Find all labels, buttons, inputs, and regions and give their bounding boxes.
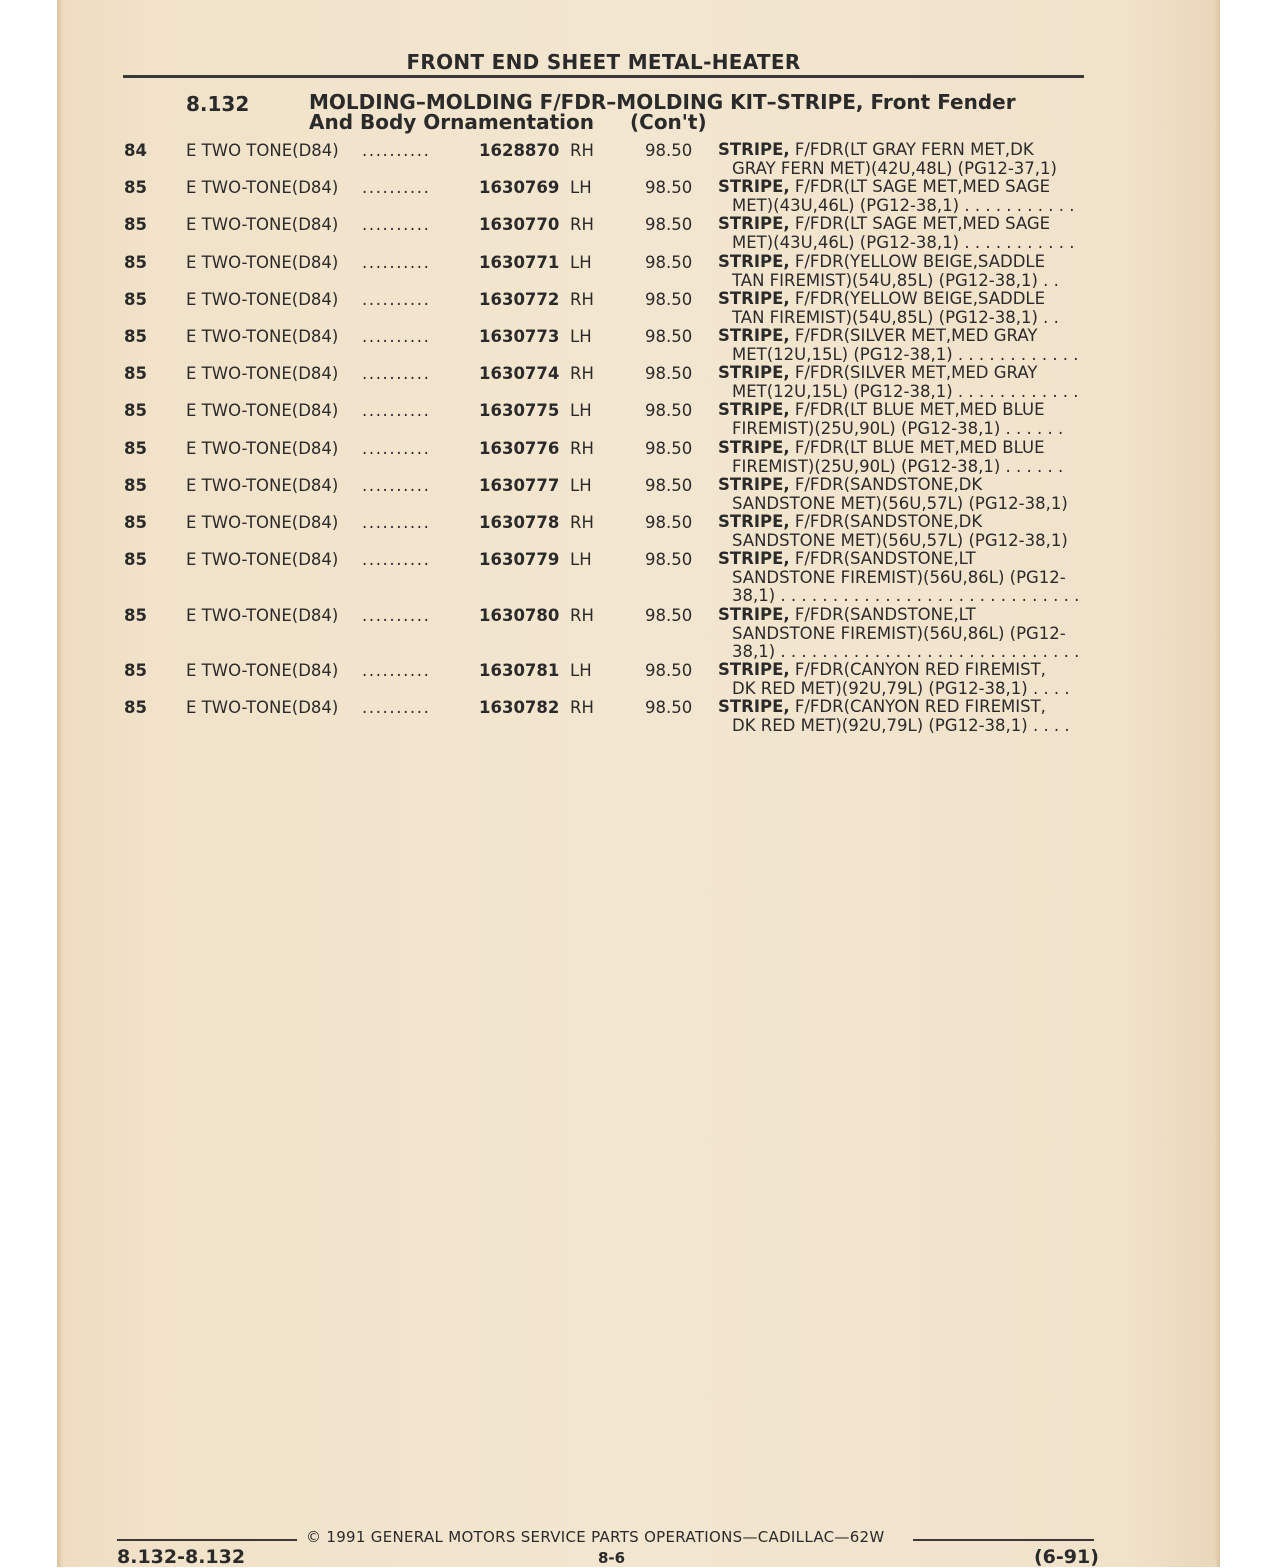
description-text: F/FDR(SANDSTONE,DK bbox=[789, 512, 983, 531]
footer-date: (6-91) bbox=[1034, 1546, 1099, 1568]
description-keyword: STRIPE, bbox=[718, 363, 790, 382]
footer-rule-right bbox=[913, 1539, 1094, 1541]
dot-leader: .......... bbox=[362, 215, 431, 234]
description-text: F/FDR(YELLOW BEIGE,SADDLE bbox=[789, 289, 1046, 308]
description-keyword: STRIPE, bbox=[718, 438, 790, 457]
part-number: 1630770 bbox=[479, 215, 560, 234]
part-number: 1630773 bbox=[479, 327, 560, 346]
usage-code: E TWO-TONE(D84) bbox=[186, 550, 339, 569]
price: 98.50 bbox=[645, 698, 693, 717]
dot-leader: .......... bbox=[362, 606, 431, 625]
description-text: F/FDR(YELLOW BEIGE,SADDLE bbox=[789, 252, 1046, 271]
part-number: 1630769 bbox=[479, 178, 560, 197]
description-continuation: 38,1) . . . . . . . . . . . . . . . . . . . . . . . . . . . . . bbox=[732, 642, 1080, 661]
side: RH bbox=[570, 698, 594, 717]
description-text: F/FDR(SANDSTONE,DK bbox=[789, 475, 983, 494]
dot-leader: .......... bbox=[362, 253, 431, 272]
description bbox=[718, 476, 1088, 513]
description-text: F/FDR(CANYON RED FIREMIST, bbox=[789, 660, 1046, 679]
description-line1 bbox=[718, 214, 1050, 233]
illustration-number: 85 bbox=[124, 476, 147, 495]
section-title bbox=[309, 92, 1016, 132]
description-line1 bbox=[718, 660, 1046, 679]
description-text: F/FDR(SANDSTONE,LT bbox=[789, 549, 976, 568]
part-number: 1630780 bbox=[479, 606, 560, 625]
page-edge-right bbox=[1214, 0, 1220, 1567]
description-continuation: SANDSTONE FIREMIST)(56U,86L) (PG12- bbox=[732, 567, 1066, 587]
footer-section-range: 8.132-8.132 bbox=[117, 1546, 246, 1568]
description bbox=[718, 364, 1088, 401]
part-number: 1630772 bbox=[479, 290, 560, 309]
usage-code: E TWO-TONE(D84) bbox=[186, 178, 339, 197]
description-text: F/FDR(SILVER MET,MED GRAY bbox=[789, 326, 1038, 345]
dot-leader: .......... bbox=[362, 401, 431, 420]
side: LH bbox=[570, 476, 592, 495]
description-text: F/FDR(LT BLUE MET,MED BLUE bbox=[789, 438, 1045, 457]
description-keyword: STRIPE, bbox=[718, 475, 790, 494]
description-text: F/FDR(CANYON RED FIREMIST, bbox=[789, 697, 1046, 716]
footer-rule-left bbox=[117, 1539, 297, 1541]
section-title-line2 bbox=[309, 112, 1016, 132]
illustration-number: 85 bbox=[124, 661, 147, 680]
usage-code: E TWO-TONE(D84) bbox=[186, 215, 339, 234]
section-title-line2-text: And Body Ornamentation bbox=[309, 110, 594, 134]
description-continuation: MET(12U,15L) (PG12-38,1) . . . . . . . . . . . . bbox=[732, 381, 1079, 401]
usage-code: E TWO-TONE(D84) bbox=[186, 290, 339, 309]
description-continuation: FIREMIST)(25U,90L) (PG12-38,1) . . . . . . bbox=[732, 418, 1064, 438]
description-keyword: STRIPE, bbox=[718, 214, 790, 233]
description bbox=[718, 215, 1088, 252]
side: RH bbox=[570, 606, 594, 625]
description-keyword: STRIPE, bbox=[718, 140, 790, 159]
side: LH bbox=[570, 253, 592, 272]
description-line1 bbox=[718, 140, 1034, 159]
description-keyword: STRIPE, bbox=[718, 660, 790, 679]
description-continuation: MET(12U,15L) (PG12-38,1) . . . . . . . . . . . . bbox=[732, 344, 1079, 364]
description-continuation: MET)(43U,46L) (PG12-38,1) . . . . . . . . . . . bbox=[732, 232, 1075, 252]
side: LH bbox=[570, 327, 592, 346]
dot-leader: .......... bbox=[362, 290, 431, 309]
illustration-number: 85 bbox=[124, 606, 147, 625]
description-line1 bbox=[718, 289, 1045, 308]
description bbox=[718, 253, 1088, 290]
section-title-line1: MOLDING–MOLDING F/FDR–MOLDING KIT–STRIPE, Front Fender bbox=[309, 90, 1016, 114]
illustration-number: 85 bbox=[124, 550, 147, 569]
dot-leader: .......... bbox=[362, 178, 431, 197]
price: 98.50 bbox=[645, 513, 693, 532]
illustration-number: 85 bbox=[124, 178, 147, 197]
footer-copyright: © 1991 GENERAL MOTORS SERVICE PARTS OPERATIONS—CADILLAC—62W bbox=[306, 1528, 885, 1546]
description-line1 bbox=[718, 512, 982, 531]
usage-code: E TWO-TONE(D84) bbox=[186, 513, 339, 532]
illustration-number: 85 bbox=[124, 439, 147, 458]
side: LH bbox=[570, 178, 592, 197]
part-number: 1630777 bbox=[479, 476, 560, 495]
description-continuation: TAN FIREMIST)(54U,85L) (PG12-38,1) . . bbox=[732, 307, 1059, 327]
part-number: 1630778 bbox=[479, 513, 560, 532]
usage-code: E TWO-TONE(D84) bbox=[186, 476, 339, 495]
description-line1 bbox=[718, 605, 976, 624]
price: 98.50 bbox=[645, 476, 693, 495]
description-line1 bbox=[718, 326, 1037, 345]
part-number: 1630774 bbox=[479, 364, 560, 383]
description bbox=[718, 661, 1088, 698]
section-number: 8.132 bbox=[186, 92, 250, 116]
dot-leader: .......... bbox=[362, 439, 431, 458]
dot-leader: .......... bbox=[362, 141, 431, 160]
section-continued: (Con't) bbox=[630, 110, 707, 134]
side: LH bbox=[570, 661, 592, 680]
usage-code: E TWO-TONE(D84) bbox=[186, 606, 339, 625]
description-text: F/FDR(LT SAGE MET,MED SAGE bbox=[789, 214, 1051, 233]
side: LH bbox=[570, 550, 592, 569]
illustration-number: 85 bbox=[124, 401, 147, 420]
description bbox=[718, 141, 1088, 178]
page-edge-left bbox=[57, 0, 63, 1567]
side: RH bbox=[570, 439, 594, 458]
description-text: F/FDR(LT SAGE MET,MED SAGE bbox=[789, 177, 1051, 196]
description-text: F/FDR(LT GRAY FERN MET,DK bbox=[789, 140, 1034, 159]
description-continuation: FIREMIST)(25U,90L) (PG12-38,1) . . . . . . bbox=[732, 456, 1064, 476]
illustration-number: 85 bbox=[124, 698, 147, 717]
dot-leader: .......... bbox=[362, 364, 431, 383]
price: 98.50 bbox=[645, 550, 693, 569]
side: RH bbox=[570, 513, 594, 532]
price: 98.50 bbox=[645, 327, 693, 346]
page-header: FRONT END SHEET METAL-HEATER bbox=[406, 50, 801, 74]
usage-code: E TWO-TONE(D84) bbox=[186, 698, 339, 717]
description-continuation: GRAY FERN MET)(42U,48L) (PG12-37,1) bbox=[732, 158, 1057, 178]
description-keyword: STRIPE, bbox=[718, 252, 790, 271]
description-keyword: STRIPE, bbox=[718, 512, 790, 531]
description bbox=[718, 290, 1088, 327]
description-line1 bbox=[718, 438, 1045, 457]
description-continuation: 38,1) . . . . . . . . . . . . . . . . . . . . . . . . . . . . . bbox=[732, 586, 1080, 605]
description-continuation: SANDSTONE FIREMIST)(56U,86L) (PG12- bbox=[732, 623, 1066, 643]
side: RH bbox=[570, 215, 594, 234]
usage-code: E TWO-TONE(D84) bbox=[186, 401, 339, 420]
description-line1 bbox=[718, 252, 1045, 271]
part-number: 1628870 bbox=[479, 141, 560, 160]
price: 98.50 bbox=[645, 178, 693, 197]
price: 98.50 bbox=[645, 439, 693, 458]
illustration-number: 85 bbox=[124, 290, 147, 309]
description bbox=[718, 550, 1088, 606]
description-keyword: STRIPE, bbox=[718, 326, 790, 345]
description bbox=[718, 698, 1088, 735]
description bbox=[718, 439, 1088, 476]
description-continuation: DK RED MET)(92U,79L) (PG12-38,1) . . . . bbox=[732, 715, 1070, 735]
price: 98.50 bbox=[645, 401, 693, 420]
price: 98.50 bbox=[645, 141, 693, 160]
illustration-number: 85 bbox=[124, 513, 147, 532]
side: RH bbox=[570, 290, 594, 309]
dot-leader: .......... bbox=[362, 698, 431, 717]
description-continuation: TAN FIREMIST)(54U,85L) (PG12-38,1) . . bbox=[732, 270, 1059, 290]
description-keyword: STRIPE, bbox=[718, 697, 790, 716]
dot-leader: .......... bbox=[362, 661, 431, 680]
illustration-number: 84 bbox=[124, 141, 147, 160]
description bbox=[718, 606, 1088, 662]
part-number: 1630782 bbox=[479, 698, 560, 717]
side: LH bbox=[570, 401, 592, 420]
usage-code: E TWO-TONE(D84) bbox=[186, 661, 339, 680]
description-keyword: STRIPE, bbox=[718, 605, 790, 624]
description-text: F/FDR(SILVER MET,MED GRAY bbox=[789, 363, 1038, 382]
usage-code: E TWO-TONE(D84) bbox=[186, 253, 339, 272]
part-number: 1630771 bbox=[479, 253, 560, 272]
description-line1 bbox=[718, 697, 1046, 716]
usage-code: E TWO-TONE(D84) bbox=[186, 327, 339, 346]
price: 98.50 bbox=[645, 606, 693, 625]
description-continuation: DK RED MET)(92U,79L) (PG12-38,1) . . . . bbox=[732, 678, 1070, 698]
price: 98.50 bbox=[645, 364, 693, 383]
description-continuation: MET)(43U,46L) (PG12-38,1) . . . . . . . . . . . bbox=[732, 195, 1075, 215]
description-line1 bbox=[718, 363, 1037, 382]
dot-leader: .......... bbox=[362, 476, 431, 495]
description bbox=[718, 327, 1088, 364]
part-number: 1630775 bbox=[479, 401, 560, 420]
price: 98.50 bbox=[645, 661, 693, 680]
usage-code: E TWO-TONE(D84) bbox=[186, 364, 339, 383]
description-keyword: STRIPE, bbox=[718, 289, 790, 308]
description-text: F/FDR(SANDSTONE,LT bbox=[789, 605, 976, 624]
price: 98.50 bbox=[645, 253, 693, 272]
usage-code: E TWO-TONE(D84) bbox=[186, 439, 339, 458]
description-line1 bbox=[718, 549, 976, 568]
illustration-number: 85 bbox=[124, 253, 147, 272]
description-line1 bbox=[718, 177, 1050, 196]
illustration-number: 85 bbox=[124, 364, 147, 383]
dot-leader: .......... bbox=[362, 550, 431, 569]
side: RH bbox=[570, 141, 594, 160]
part-number: 1630781 bbox=[479, 661, 560, 680]
description-text: F/FDR(LT BLUE MET,MED BLUE bbox=[789, 400, 1045, 419]
side: RH bbox=[570, 364, 594, 383]
description bbox=[718, 178, 1088, 215]
part-number: 1630779 bbox=[479, 550, 560, 569]
illustration-number: 85 bbox=[124, 327, 147, 346]
description-continuation: SANDSTONE MET)(56U,57L) (PG12-38,1) bbox=[732, 530, 1068, 550]
part-number: 1630776 bbox=[479, 439, 560, 458]
footer-page-number: 8-6 bbox=[598, 1549, 626, 1567]
header-rule bbox=[123, 75, 1084, 78]
illustration-number: 85 bbox=[124, 215, 147, 234]
price: 98.50 bbox=[645, 215, 693, 234]
description-keyword: STRIPE, bbox=[718, 400, 790, 419]
dot-leader: .......... bbox=[362, 513, 431, 532]
description-keyword: STRIPE, bbox=[718, 549, 790, 568]
description-keyword: STRIPE, bbox=[718, 177, 790, 196]
description bbox=[718, 513, 1088, 550]
description-line1 bbox=[718, 475, 982, 494]
description-continuation: SANDSTONE MET)(56U,57L) (PG12-38,1) bbox=[732, 493, 1068, 513]
description-line1 bbox=[718, 400, 1045, 419]
usage-code: E TWO TONE(D84) bbox=[186, 141, 339, 160]
dot-leader: .......... bbox=[362, 327, 431, 346]
price: 98.50 bbox=[645, 290, 693, 309]
description bbox=[718, 401, 1088, 438]
